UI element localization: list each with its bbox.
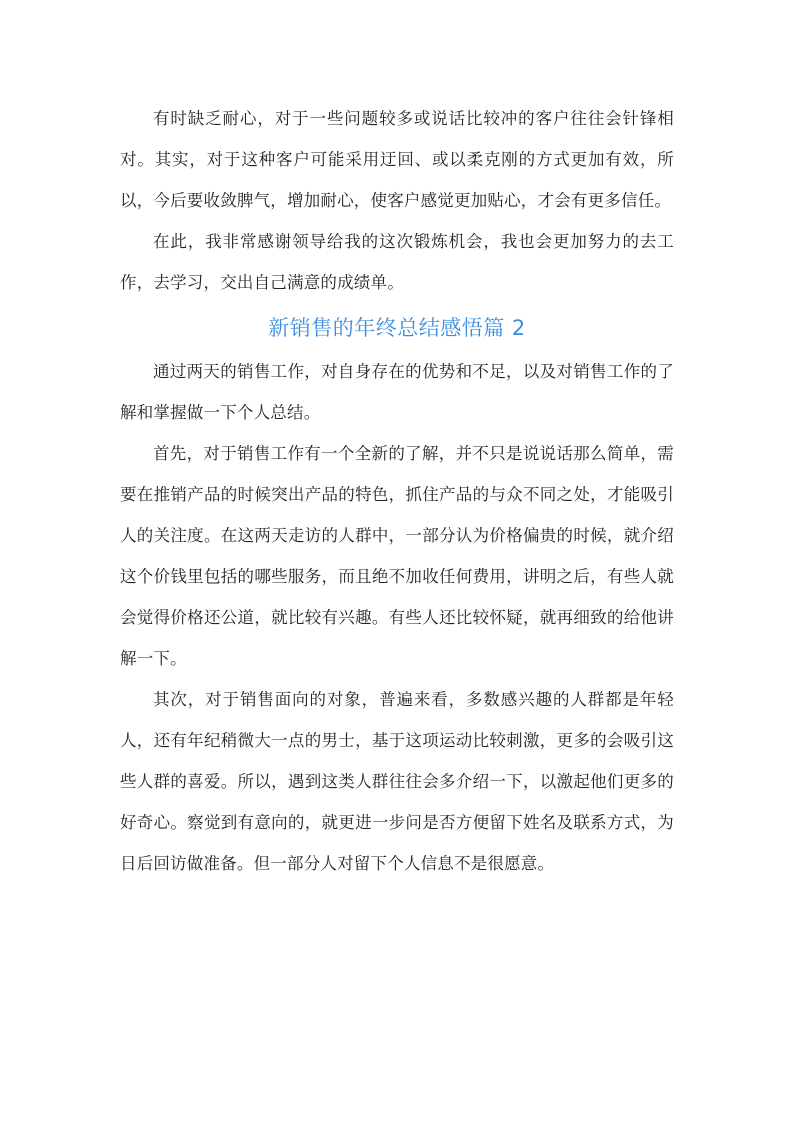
paragraph-thanks: 在此，我非常感谢领导给我的这次锻炼机会，我也会更加努力的去工作，去学习，交出自己满意的成绩单。	[120, 232, 674, 292]
section-title: 新销售的年终总结感悟篇 2	[268, 316, 526, 340]
paragraph-first: 首先，对于销售工作有一个全新的了解，并不只是说说话那么简单，需要在推销产品的时候突出产品的特色，抓住产品的与众不同之处，才能吸引人的关注度。在这两天走访的人群中，一部分认为价格偏贵的时候，就介绍这个价钱里包括的哪些服务，而且绝不加收任何费用，讲明之后，有些人就会觉得价格还公道，就比较有兴趣。有些人还比较怀疑，就再细致的给他讲解一下。	[120, 444, 674, 668]
paragraph-intro: 通过两天的销售工作，对自身存在的优势和不足，以及对销售工作的了解和掌握做一下个人总结。	[120, 362, 674, 422]
paragraph-second: 其次，对于销售面向的对象，普遍来看，多数感兴趣的人群都是年轻人，还有年纪稍微大一点的男士，基于这项运动比较刺激，更多的会吸引这些人群的喜爱。所以，遇到这类人群往往会多介绍一下，以激起他们更多的好奇心。察觉到有意向的，就更进一步问是否方便留下姓名及联系方式，为日后回访做准备。但一部分人对留下个人信息不是很愿意。	[120, 690, 674, 873]
paragraph-patience: 有时缺乏耐心，对于一些问题较多或说话比较冲的客户往往会针锋相对。其实，对于这种客户可能采用迂回、或以柔克刚的方式更加有效，所以，今后要收敛脾气，增加耐心，使客户感觉更加贴心，才会有更多信任。	[120, 109, 674, 210]
